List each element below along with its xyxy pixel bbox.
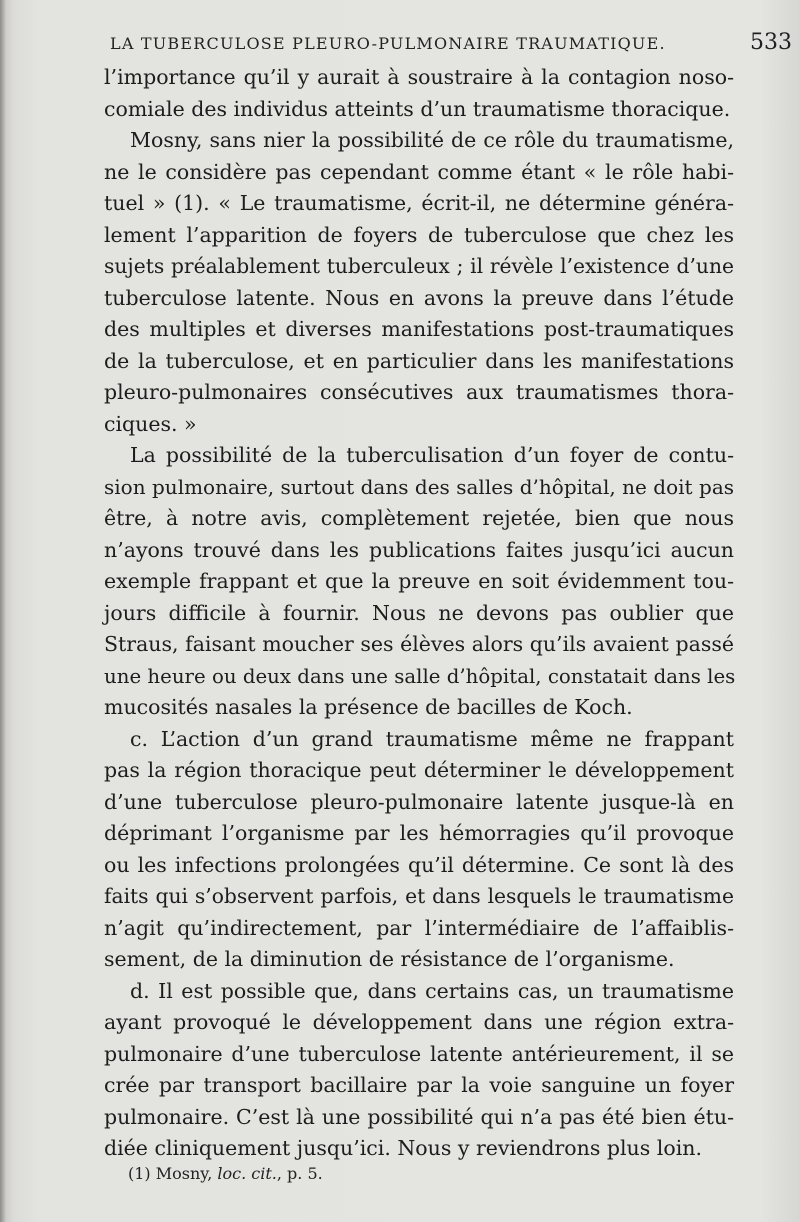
text-line: pulmonaire d’une tuberculose latente antérieurement, il se	[104, 1041, 734, 1066]
text-line: déprimant l’organisme par les hémorragies qu’il provoque	[104, 821, 734, 845]
footnote: (1) Mosny, loc. cit., p. 5.	[128, 1164, 323, 1183]
text-line: crée par transport bacillaire par la voie sanguine un foyer	[104, 1073, 734, 1097]
text-line: lement l’apparition de foyers de tuberculose que chez les	[104, 222, 734, 247]
text-line: d. Il est possible que, dans certains cas, un traumatisme	[130, 978, 734, 1003]
text-line: c. L’action d’un grand traumatisme même ne frappant	[130, 726, 734, 751]
text-line: jours difficile à fournir. Nous ne devons pas oublier que	[104, 600, 734, 625]
text-line: de la tuberculose, et en particulier dans les manifestations	[104, 348, 734, 373]
text-line: tuberculose latente. Nous en avons la preuve dans l’étude	[104, 285, 734, 310]
text-line: comiale des individus atteints d’un traumatisme thoracique.	[104, 96, 731, 121]
text-line: l’importance qu’il y aurait à soustraire à la contagion noso-	[104, 65, 734, 89]
running-head: LA TUBERCULOSE PLEURO-PULMONAIRE TRAUMATIQUE.	[110, 34, 666, 53]
text-line: ciques. »	[104, 411, 197, 436]
text-line: ayant provoqué le développement dans une région extra-	[104, 1010, 734, 1034]
text-line: faits qui s’observent parfois, et dans lesquels le traumatisme	[104, 884, 734, 908]
text-line: d’une tuberculose pleuro-pulmonaire latente jusque-là en	[104, 789, 734, 814]
text-line: diée cliniquement jusqu’ici. Nous y reviendrons plus loin.	[104, 1136, 702, 1160]
text-line: sion pulmonaire, surtout dans des salles d’hôpital, ne doit pas	[104, 474, 734, 499]
text-line: Mosny, sans nier la possibilité de ce rôle du traumatisme,	[130, 128, 734, 152]
text-line: être, à notre avis, complètement rejetée, bien que nous	[104, 506, 734, 530]
text-line: sujets préalablement tuberculeux ; il révèle l’existence d’une	[104, 254, 734, 278]
text-line: tuel » (1). « Le traumatisme, écrit-il, ne détermine généra-	[104, 191, 734, 215]
text-line: ou les infections prolongées qu’il détermine. Ce sont là des	[104, 852, 734, 877]
text-line: une heure ou deux dans une salle d’hôpital, constatait dans les	[104, 664, 736, 688]
body-text	[104, 62, 734, 1165]
text-line: ne le considère pas cependant comme étant « le rôle habi-	[104, 159, 734, 184]
text-line: pulmonaire. C’est là une possibilité qui n’a pas été bien étu-	[104, 1104, 734, 1129]
page-header	[110, 30, 792, 60]
text-line: mucosités nasales la présence de bacilles de Koch.	[104, 695, 633, 719]
text-line: pleuro-pulmonaires consécutives aux traumatismes thora-	[104, 380, 734, 404]
text-line: pas la région thoracique peut déterminer le développement	[104, 758, 734, 782]
text-line: exemple frappant et que la preuve en soit évidemment tou-	[104, 569, 734, 593]
text-line: La possibilité de la tuberculisation d’un foyer de contu-	[130, 443, 734, 467]
text-line: n’agit qu’indirectement, par l’intermédiaire de l’affaiblis-	[104, 915, 734, 940]
text-line: sement, de la diminution de résistance de l’organisme.	[104, 947, 675, 971]
text-line: des multiples et diverses manifestations post-traumatiques	[104, 317, 734, 341]
binding-shadow	[0, 0, 6, 1222]
text-line: Straus, faisant moucher ses élèves alors qu’ils avaient passé	[104, 632, 734, 656]
page-number: 533	[750, 30, 792, 55]
text-line: n’ayons trouvé dans les publications faites jusqu’ici aucun	[104, 537, 734, 562]
